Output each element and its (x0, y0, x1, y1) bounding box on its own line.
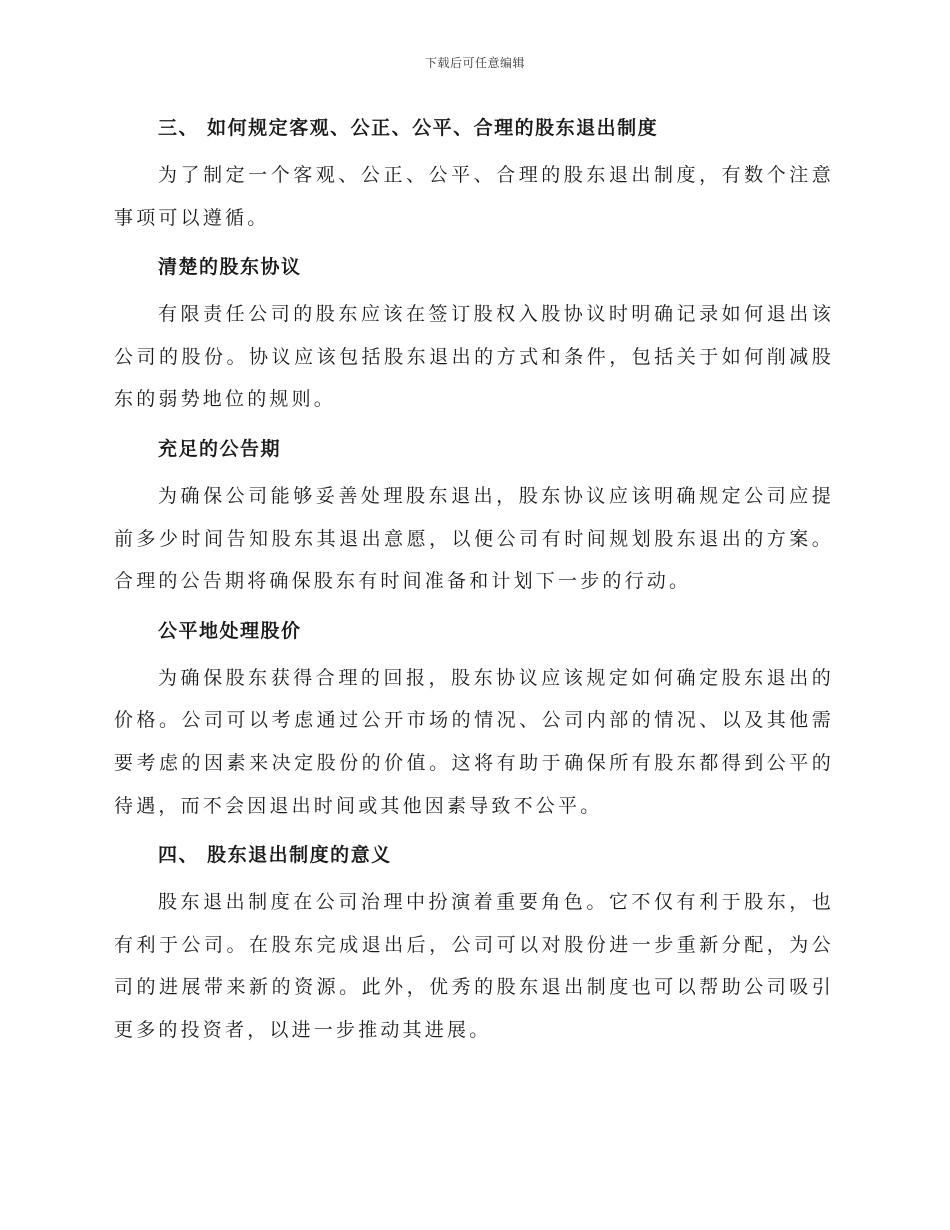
document-body (114, 108, 834, 1052)
header-note: 下载后可任意编辑 (424, 56, 525, 70)
paragraph-fair-pricing: 为确保股东获得合理的回报，股东协议应该规定如何确定股东退出的价格。公司可以考虑通过公开市场的情况、公司内部的情况、以及其他需要考虑的因素来决定股份的价值。这将有助于确保所有股东都得到公平的待遇，而不会因退出时间或其他因素导致不公平。 (114, 666, 834, 817)
section-heading-4: 四、 股东退出制度的意义 (158, 844, 392, 867)
section-3-intro-paragraph: 为了制定一个客观、公正、公平、合理的股东退出制度，有数个注意事项可以遵循。 (114, 164, 834, 229)
paragraph-notice-period: 为确保公司能够妥善处理股东退出，股东协议应该明确规定公司应提前多少时间告知股东其退出意愿，以便公司有时间规划股东退出的方案。合理的公告期将确保股东有时间准备和计划下一步的行动。 (114, 484, 834, 593)
paragraph-shareholder-agreement: 有限责任公司的股东应该在签订股权入股协议时明确记录如何退出该公司的股份。协议应该包括股东退出的方式和条件，包括关于如何削减股东的弱势地位的规则。 (114, 303, 834, 411)
section-heading-3: 三、 如何规定客观、公正、公平、合理的股东退出制度 (158, 117, 659, 139)
subheading-notice-period: 充足的公告期 (158, 437, 282, 460)
paragraph-section-4: 股东退出制度在公司治理中扮演着重要角色。它不仅有利于股东，也有利于公司。在股东完成退出后，公司可以对股份进一步重新分配，为公司的进展带来新的资源。此外，优秀的股东退出制度也可以帮助公司吸引更多的投资者，以进一步推动其进展。 (114, 891, 834, 1041)
subheading-fair-pricing: 公平地处理股价 (158, 619, 302, 642)
subheading-shareholder-agreement: 清楚的股东协议 (158, 256, 302, 279)
